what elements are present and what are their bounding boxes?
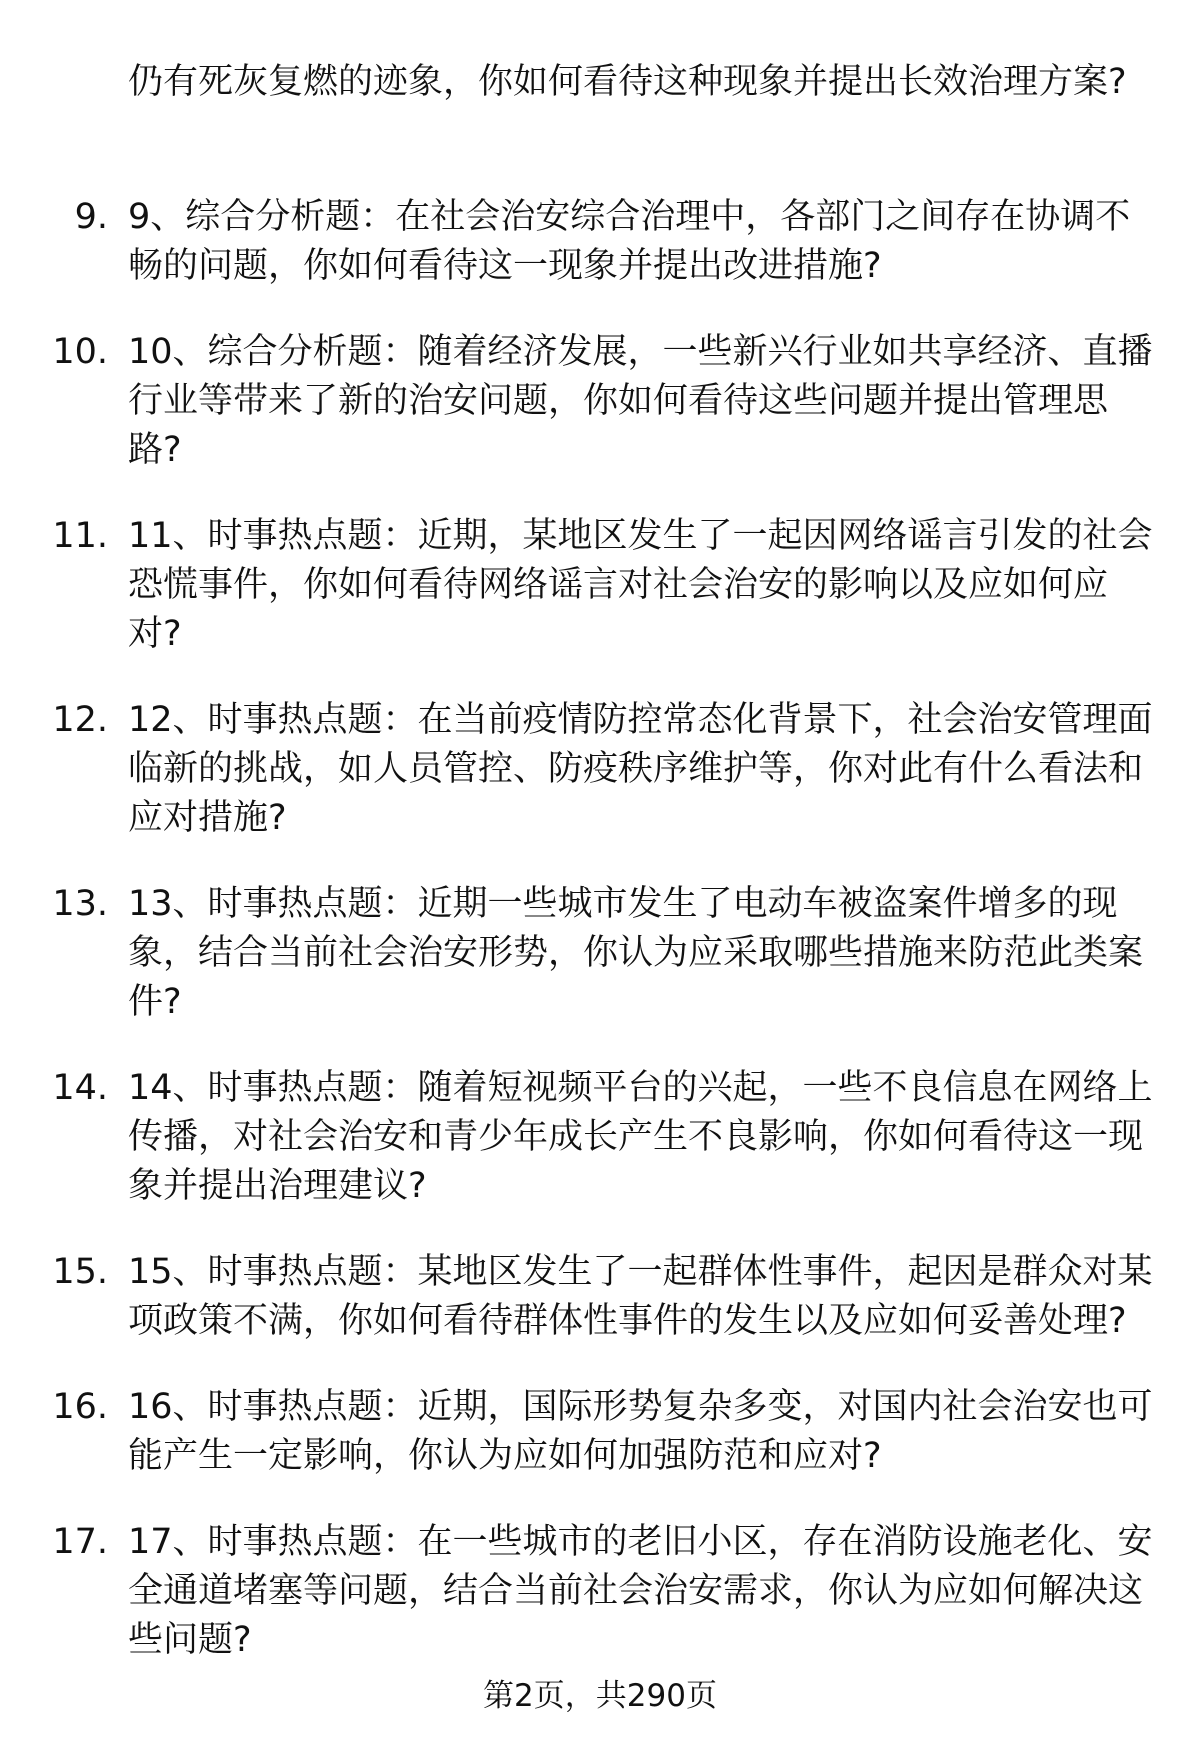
list-item [0, 1064, 1200, 1211]
list-number: 17. [52, 1522, 108, 1562]
list-number: 16. [52, 1387, 108, 1427]
list-item [0, 880, 1200, 1027]
page-footer: 第2页，共290页 [483, 1678, 717, 1714]
list-number: 9. [74, 197, 108, 237]
list-number: 14. [52, 1068, 108, 1108]
list-item [0, 512, 1200, 659]
continued-question-text: 仍有死灰复燃的迹象，你如何看待这种现象并提出长效治理方案? [128, 62, 1127, 102]
question-text: 15、时事热点题：某地区发生了一起群体性事件，起因是群众对某项政策不满，你如何看待群体性事件的发生以及应如何妥善处理? [128, 1252, 1153, 1341]
list-item [0, 193, 1200, 291]
question-text: 16、时事热点题：近期，国际形势复杂多变，对国内社会治安也可能产生一定影响，你认为应如何加强防范和应对? [128, 1387, 1153, 1476]
list-item [0, 1248, 1200, 1346]
list-number: 13. [52, 884, 108, 924]
list-number: 11. [52, 516, 108, 556]
list-item [0, 1518, 1200, 1665]
question-text: 9、综合分析题：在社会治安综合治理中，各部门之间存在协调不畅的问题，你如何看待这一现象并提出改进措施? [128, 197, 1131, 286]
question-text: 14、时事热点题：随着短视频平台的兴起，一些不良信息在网络上传播，对社会治安和青少年成长产生不良影响，你如何看待这一现象并提出治理建议? [128, 1068, 1153, 1206]
list-item [0, 328, 1200, 475]
list-number: 10. [52, 332, 108, 372]
list-item [0, 1383, 1200, 1481]
question-text: 12、时事热点题：在当前疫情防控常态化背景下，社会治安管理面临新的挑战，如人员管控、防疫秩序维护等，你对此有什么看法和应对措施? [128, 700, 1153, 838]
question-list [0, 193, 1200, 1702]
question-text: 11、时事热点题：近期，某地区发生了一起因网络谣言引发的社会恐慌事件，你如何看待网络谣言对社会治安的影响以及应如何应对? [128, 516, 1153, 654]
question-text: 13、时事热点题：近期一些城市发生了电动车被盗案件增多的现象，结合当前社会治安形势，你认为应采取哪些措施来防范此类案件? [128, 884, 1144, 1022]
list-number: 15. [52, 1252, 108, 1292]
question-text: 17、时事热点题：在一些城市的老旧小区，存在消防设施老化、安全通道堵塞等问题，结合当前社会治安需求，你认为应如何解决这些问题? [128, 1522, 1153, 1660]
list-number: 12. [52, 700, 108, 740]
question-text: 10、综合分析题：随着经济发展，一些新兴行业如共享经济、直播行业等带来了新的治安问题，你如何看待这些问题并提出管理思路? [128, 332, 1153, 470]
list-item [0, 696, 1200, 843]
